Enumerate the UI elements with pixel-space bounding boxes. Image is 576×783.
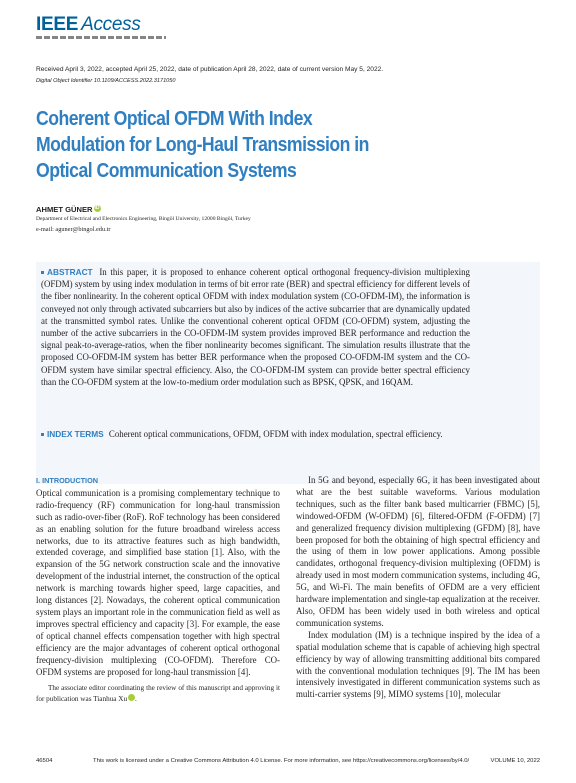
index-terms-heading: INDEX TERMS xyxy=(47,429,104,439)
editor-footnote: The associate editor coordinating the review of this manuscript and approving it for publication was Tianhua Xu iD. xyxy=(36,684,280,703)
author-email: e-mail: aguner@bingol.edu.tr xyxy=(36,226,111,233)
author-name: AHMET GÜNER xyxy=(36,205,93,214)
intro-paragraph-1: Optical communication is a promising complementary technique to radio-frequency (RF) communication for long-haul transmission such as radio-over-fiber (RoF). RoF technology has been considered as an enabling solution for the future broadband wireless access networks, due to its attractive features such as high bandwidth, extended coverage, and simplified base station [1]. Also, with the expansion of the 5G network construction scale and the innovative development of the industrial internet, the construction of the optical network is marching towards higher speed, large capacities, and long distances [2]. Nowadays, the coherent optical communication system plays an important role in the communication field as well as improves spectral efficiency and capacity [3]. For example, the ease of optical channel effects compensation together with high spectral efficiency are the major advantages of coherent optical orthogonal frequency-division multiplexing (CO-OFDM). Therefore CO-OFDM systems are proposed for long-haul transmission [4]. xyxy=(36,487,280,677)
license-notice[interactable]: This work is licensed under a Creative Commons Attribution 4.0 License. For more information, see https://creativecommons.org/licenses/by/4.0/ xyxy=(93,758,470,764)
orcid-icon[interactable]: iD xyxy=(94,205,100,211)
abstract-text: In this paper, it is proposed to enhance coherent optical orthogonal frequency-division multiplexing (OFDM) system by using index modulation in terms of bit error rate (BER) and spectral efficiency for different levels of the fiber nonlinearity. In the coherent optical OFDM with index modulation system (CO-OFDM-IM), the information is conveyed not only through activated subcarriers but also by indices of the active subcarrier that are dynamically updated at the transmitted symbol rates. Unlike the conventional coherent optical OFDM (CO-OFDM) system, adjusting the number of the active subcarriers in the CO-OFDM-IM system provides improved BER performance and reduction the signal peak-to-average-ratios, when the fiber nonlinearity becomes significant. The simulation results illustrate that the proposed CO-OFDM-IM system has better BER performance when the proposed CO-OFDM-IM system and the CO-OFDM system have similar spectral efficiency. Also, the CO-OFDM-IM system can provide better spectral efficiency than the CO-OFDM system at the low-to-medium order modulation such as BPSK, QPSK, and 16QAM. xyxy=(41,267,470,387)
index-terms-text: Coherent optical communications, OFDM, OFDM with index modulation, spectral efficiency. xyxy=(108,429,443,439)
abstract-heading: ABSTRACT xyxy=(47,267,93,277)
volume-label: VOLUME 10, 2022 xyxy=(490,758,540,764)
ieee-access-logo xyxy=(36,14,141,36)
intro-paragraph-3: Index modulation (IM) is a technique inspired by the idea of a spatial modulation scheme that is capable of achieving high spectral efficiency by way of allowing transmitting additional bits compared with the conventional modulation techniques [9]. The IM has been intensively investigated in different communication systems such as multi-carrier systems [9], MIMO systems [10], molecular xyxy=(296,629,540,700)
editor-footnote-text: The associate editor coordinating the review of this manuscript and approving it for publication was Tianhua Xu xyxy=(36,684,280,703)
abstract xyxy=(41,266,470,388)
paper-title: Coherent Optical OFDM With Index Modulation for Long-Haul Transmission in Optical Communication Systems xyxy=(36,107,369,182)
editor-orcid-icon[interactable]: iD xyxy=(128,694,135,701)
index-terms-square-icon xyxy=(41,433,44,436)
left-column xyxy=(36,475,280,678)
logo-ieee-text: IEEE xyxy=(36,14,79,35)
logo-access-text: Access xyxy=(81,14,141,35)
author-affiliation: Department of Electrical and Electronics Engineering, Bingöl University, 12000 Bingöl, Turkey xyxy=(36,216,251,222)
abstract-square-icon xyxy=(41,271,44,274)
page-number: 46504 xyxy=(36,758,53,764)
right-column xyxy=(296,475,540,701)
intro-paragraph-2: In 5G and beyond, especially 6G, it has been investigated about what are the best suitable waveforms. Various modulation techniques, such as the filter bank based multicarrier (FBMC) [5], windowed-OFDM (W-OFDM) [6], filtered-OFDM (F-OFDM) [7] and generalized frequency division multiplexing (GFDM) [8], have been proposed for both the obtaining of high spectral efficiency and the using of them in low power applications. Among possible candidates, orthogonal frequency-division multiplexing (OFDM) is already used in most modern communication systems, including 4G, 5G, and Wi-Fi. The main benefits of OFDM are a very efficient hardware implementation and single-tap equalization at the receiver. Also, OFDM has been widely used in both wireless and optical communication systems. xyxy=(296,475,540,628)
logo-tagline-mark xyxy=(36,36,166,39)
publication-dates: Received April 3, 2022, accepted April 25, 2022, date of publication April 28, 2022, date of current version May 5, 2022. xyxy=(36,66,384,73)
section-heading-introduction: I. INTRODUCTION xyxy=(36,476,99,485)
author-name-line xyxy=(36,205,101,214)
doi-line[interactable]: Digital Object Identifier 10.1109/ACCESS.2022.3171050 xyxy=(36,78,176,84)
index-terms xyxy=(41,428,470,440)
